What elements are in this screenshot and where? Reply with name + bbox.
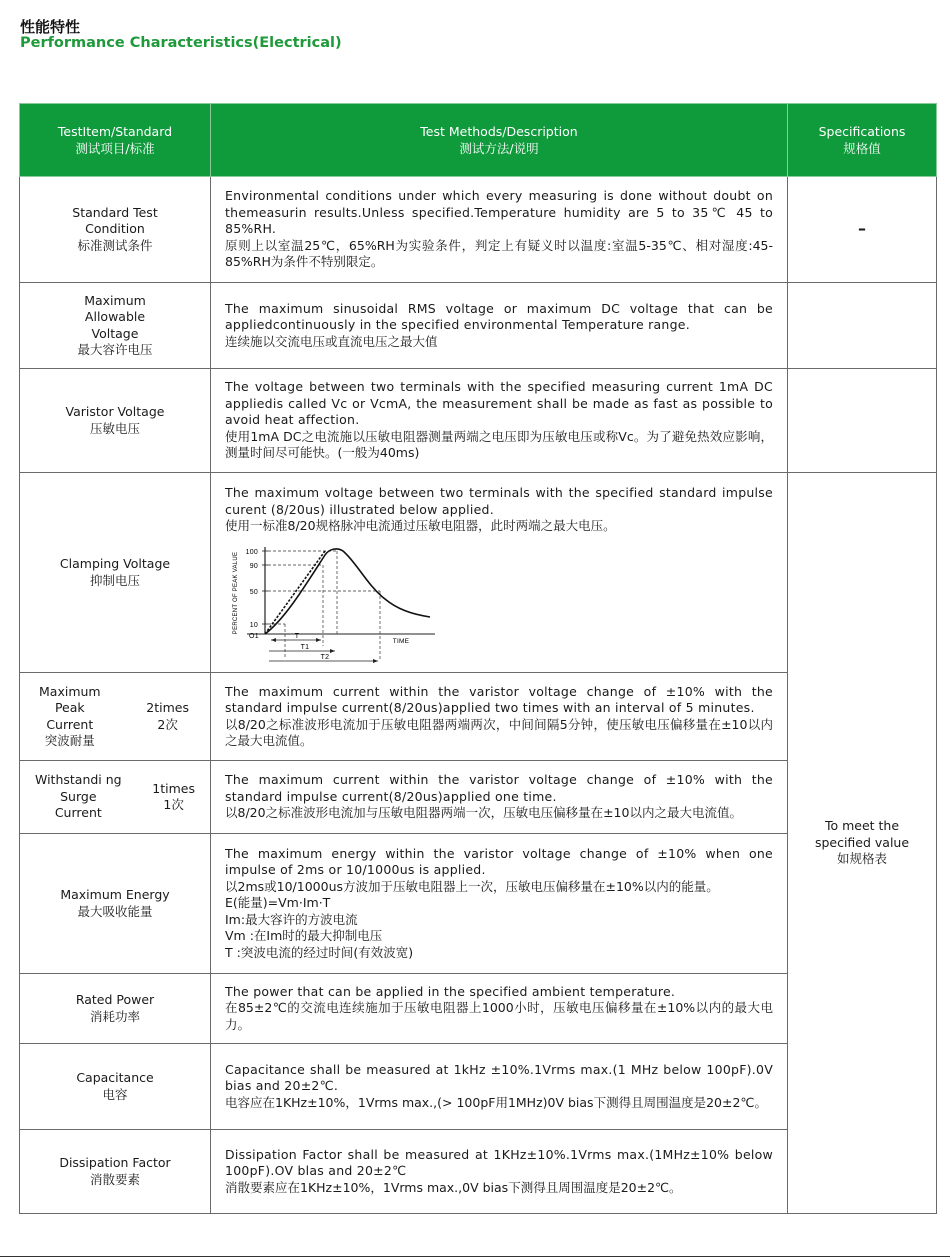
y-axis-label: PERCENT OF PEAK VALUE [233,551,239,634]
impulse-waveform-curve [265,548,430,633]
table-row [20,369,937,473]
item-maximum-energy: Maximum Energy 最大吸收能量 [20,834,211,974]
impulse-waveform-svg [225,541,445,665]
desc-capacitance: Capacitance shall be measured at 1kHz ±10%.1Vrms max.(1 MHz below 100pF).0V bias and 20±2℃. 电容应在1KHz±10%，1Vrms max.,(> 100pF用1MHz)0V bias下测得且周围温度是20±2℃。 [211,1044,788,1130]
item-withstanding-surge-current: Withstandi ng Surge Current 1times 1次 [20,761,211,834]
page-bottom-divider [0,1256,950,1257]
y-tick-10: 10 [249,621,258,629]
performance-table [19,103,937,1214]
header-specifications: Specifications 规格值 [788,104,937,177]
item-clamping-voltage: Clamping Voltage 抑制电压 [20,473,211,673]
impulse-waveform-chart [225,541,773,665]
table-header-row [20,104,937,177]
header-test-item: TestItem/Standard 测试项目/标准 [20,104,211,177]
page-title-cn: 性能特性 [20,18,81,36]
desc-maximum-peak-current: The maximum current within the varistor voltage change of ±10% with the standard impulse current(8/20us)applied two times with an interval of 5 minutes. 以8/20之标准波形电流加于压敏电阻器两端两次，中间间隔5分钟，使压敏电压偏移量在±10以内之最大电流值。 [211,673,788,761]
header-test-method: Test Methods/Description 测试方法/说明 [211,104,788,177]
origin-label: O1 [249,632,259,640]
item-maximum-allowable-voltage: Maximum Allowable Voltage 最大容许电压 [20,283,211,369]
spec-to-meet-value: To meet the specified value 如规格表 [788,473,937,1214]
y-tick-100: 100 [245,548,258,556]
y-tick-50: 50 [249,588,258,596]
spec-maximum-allowable-voltage [788,283,937,369]
virtual-front-line [265,551,325,634]
page-title-en: Performance Characteristics(Electrical) [20,35,342,51]
desc-varistor-voltage: The voltage between two terminals with the specified measuring current 1mA DC appliedis called Vc or VcmA, the measurement shall be made as fast as possible to avoid heat affection. 使用1mA DC之电流施以压敏电阻器测量两端之电压即为压敏电压或称Vc。为了避免热效应影响，测量时间尽可能快。(一般为40ms) [211,369,788,473]
marker-t: T [294,632,300,640]
desc-standard-test-condition: Environmental conditions under which every measuring is done without doubt on themeasurin results.Unless specified.Temperature humidity are 5 to 35℃ 45 to 85%RH. 原则上以室温25℃，65%RH为实验条件，判定上有疑义时以温度:室温5-35℃、相对湿度:45-85%RH为条件不特别限定。 [211,177,788,283]
desc-maximum-allowable-voltage: The maximum sinusoidal RMS voltage or maximum DC voltage that can be appliedcontinuously in the specified environmental Temperature range. 连续施以交流电压或直流电压之最大值 [211,283,788,369]
spec-standard-test-condition: – [788,177,937,283]
desc-rated-power: The power that can be applied in the specified ambient temperature. 在85±2℃的交流电连续施加于压敏电阻器上1000小时，压敏电压偏移量在±10%以内的最大电力。 [211,974,788,1044]
table-row [20,283,937,369]
table-row [20,473,937,673]
desc-clamping-voltage: The maximum voltage between two terminals with the specified standard impulse curent (8/20us) illustrated below applied. 使用一标准8/20规格脉冲电流通过压敏电阻器，此时两端之最大电压。 100 90 50 10 PERCENT OF PEAK VALUE O1 T T1 T2 TIME [211,473,788,673]
item-dissipation-factor: Dissipation Factor 消散要素 [20,1130,211,1214]
x-axis-label: TIME [392,637,410,645]
item-rated-power: Rated Power 消耗功率 [20,974,211,1044]
table-row [20,177,937,283]
desc-maximum-energy: The maximum energy within the varistor voltage change of ±10% when one impulse of 2ms or 10/1000us is applied. 以2ms或10/1000us方波加于压敏电阻器上一次，压敏电压偏移量在±10%以内的能量。 E(能量)=Vm·Im·T Im:最大容许的方波电流 Vm :在Im时的最大抑制电压 T :突波电流的经过时间(有效波宽) [211,834,788,974]
desc-dissipation-factor: Dissipation Factor shall be measured at 1KHz±10%.1Vrms max.(1MHz±10% below 100pF).OV blas and 20±2℃ 消散要素应在1KHz±10%，1Vrms max.,0V bias下测得且周围温度是20±2℃。 [211,1130,788,1214]
item-varistor-voltage: Varistor Voltage 压敏电压 [20,369,211,473]
marker-t1: T1 [300,643,310,651]
marker-t2: T2 [320,653,330,661]
item-maximum-peak-current: Maximum Peak Current 突波耐量 2times 2次 [20,673,211,761]
item-capacitance: Capacitance 电容 [20,1044,211,1130]
spec-varistor-voltage [788,369,937,473]
item-standard-test-condition: Standard Test Condition 标准测试条件 [20,177,211,283]
desc-withstanding-surge-current: The maximum current within the varistor voltage change of ±10% with the standard impulse current(8/20us)applied one time. 以8/20之标准波形电流加与压敏电阻器两端一次，压敏电压偏移量在±10以内之最大电流值。 [211,761,788,834]
y-tick-90: 90 [249,562,258,570]
